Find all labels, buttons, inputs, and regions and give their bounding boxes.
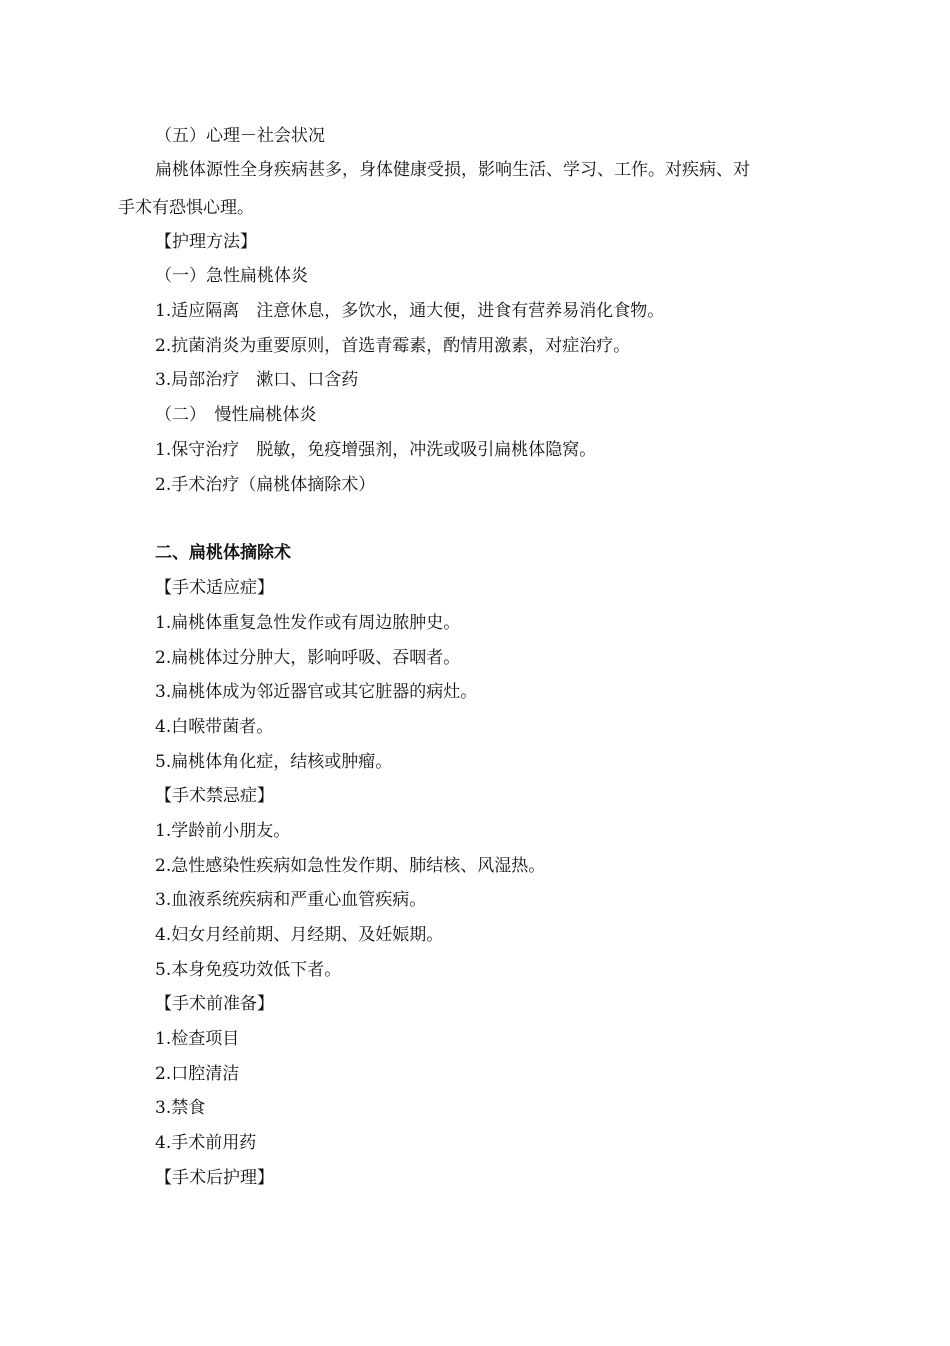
chronic-item-1: 1.保守治疗 脱敏，免疫增强剂，冲洗或吸引扁桃体隐窝。 xyxy=(155,440,597,460)
acute-item-2: 2.抗菌消炎为重要原则，首选青霉素，酌情用激素，对症治疗。 xyxy=(155,336,631,356)
indication-item-2: 2.扁桃体过分肿大，影响呼吸、吞咽者。 xyxy=(155,648,461,668)
contraindications-heading: 【手术禁忌症】 xyxy=(155,786,274,806)
preop-item-4: 4.手术前用药 xyxy=(155,1133,257,1153)
indication-item-3: 3.扁桃体成为邻近器官或其它脏器的病灶。 xyxy=(155,682,478,702)
psych-heading: （五）心理－社会状况 xyxy=(155,126,325,146)
acute-tonsillitis-heading: （一）急性扁桃体炎 xyxy=(155,266,308,286)
chronic-tonsillitis-heading: （二） 慢性扁桃体炎 xyxy=(155,405,317,425)
nursing-methods-heading: 【护理方法】 xyxy=(155,232,257,252)
preop-item-3: 3.禁食 xyxy=(155,1098,206,1118)
psych-paragraph-line-1: 扁桃体源性全身疾病甚多，身体健康受损，影响生活、学习、工作。对疾病、对 xyxy=(155,160,750,180)
postop-heading: 【手术后护理】 xyxy=(155,1168,274,1188)
contraindication-item-5: 5.本身免疫功效低下者。 xyxy=(155,960,342,980)
contraindication-item-1: 1.学龄前小朋友。 xyxy=(155,821,291,841)
indications-heading: 【手术适应症】 xyxy=(155,578,274,598)
preop-item-2: 2.口腔清洁 xyxy=(155,1064,240,1084)
indication-item-5: 5.扁桃体角化症，结核或肿瘤。 xyxy=(155,752,393,772)
preop-item-1: 1.检查项目 xyxy=(155,1029,240,1049)
indication-item-4: 4.白喉带菌者。 xyxy=(155,717,274,737)
acute-item-3: 3.局部治疗 漱口、口含药 xyxy=(155,370,359,390)
contraindication-item-4: 4.妇女月经前期、月经期、及妊娠期。 xyxy=(155,925,444,945)
preop-heading: 【手术前准备】 xyxy=(155,994,274,1014)
section-2-title: 二、扁桃体摘除术 xyxy=(155,543,291,563)
contraindication-item-3: 3.血液系统疾病和严重心血管疾病。 xyxy=(155,890,427,910)
chronic-item-2: 2.手术治疗（扁桃体摘除术） xyxy=(155,475,376,495)
acute-item-1: 1.适应隔离 注意休息，多饮水，通大便，进食有营养易消化食物。 xyxy=(155,301,665,321)
psych-paragraph-line-2: 手术有恐惧心理。 xyxy=(118,198,254,218)
indication-item-1: 1.扁桃体重复急性发作或有周边脓肿史。 xyxy=(155,613,461,633)
contraindication-item-2: 2.急性感染性疾病如急性发作期、肺结核、风湿热。 xyxy=(155,856,546,876)
